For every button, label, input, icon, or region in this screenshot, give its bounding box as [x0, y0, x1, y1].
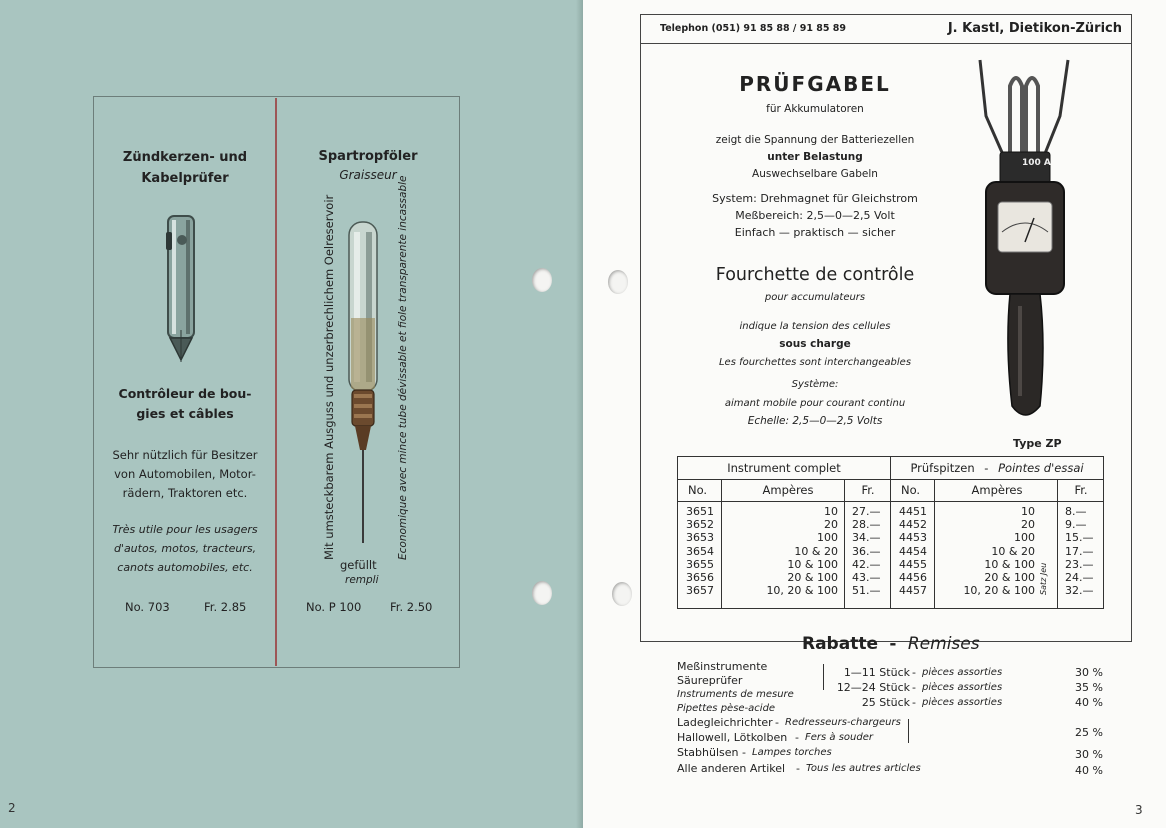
product2-number: No. P 100 [306, 600, 362, 614]
test-tip-price-table [890, 456, 1104, 609]
fr-line-4: Système: [791, 379, 839, 390]
rabatte-hallo-dash: - [795, 731, 799, 744]
fr-subtitle: pour accumulateurs [764, 292, 866, 303]
product2-price: Fr. 2.50 [390, 600, 433, 614]
table1-numbers: 3651 3652 3653 3654 3655 3656 3657 [686, 505, 714, 598]
oiler-illustration [340, 218, 386, 548]
page-number-right: 3 [1135, 803, 1143, 817]
product1-desc-line3: rädern, Traktoren etc. [122, 486, 248, 500]
product1-desc-line1: Sehr nützlich für Besitzer [112, 448, 258, 462]
rabatte-group1-fr1: Instruments de mesure [677, 689, 794, 700]
rabatte-title-de: Rabatte [802, 634, 878, 654]
product2-side-text-fr: Economique avec mince tube dévissable et fiole transparente incassable [397, 175, 409, 560]
rabatte-title-sep: - [889, 634, 897, 654]
product1-fr-title-line2: gies et câbles [136, 406, 234, 421]
table1-header-amperes: Ampères [762, 483, 814, 497]
table2-col-line-2 [1057, 479, 1058, 608]
table2-header-row [891, 479, 1103, 502]
table2-header-amperes: Ampères [971, 483, 1023, 497]
table1-header-row [678, 479, 890, 502]
product1-fr-title-line1: Contrôleur de bou- [118, 386, 252, 401]
product1-fr-desc-line1: Très utile pour les usagers [112, 523, 258, 536]
type-label: Type ZP [1013, 437, 1062, 450]
rabatte-brace-2 [908, 719, 909, 743]
rabatte-ladegl-dash: - [775, 716, 779, 729]
product1-title-line1: Zündkerzen- und [122, 150, 248, 165]
rabatte-hallo-pct: 25 % [1075, 726, 1103, 739]
product1-fr-desc-line2: d'autos, motos, tracteurs, [113, 542, 257, 555]
rabatte-andere-fr: Tous les autres articles [806, 763, 921, 774]
rabatte-brace [823, 664, 824, 690]
rabatte-group1-de2: Säureprüfer [677, 674, 743, 687]
spark-plug-tester-illustration [158, 210, 204, 370]
table2-title [891, 457, 1103, 480]
product1-desc-line2: von Automobilen, Motor- [114, 467, 256, 481]
table2-title-fr: Pointes d'essai [998, 461, 1084, 475]
fr-line-1: indique la tension des cellules [739, 321, 891, 332]
header-divider [641, 43, 1131, 44]
product2-side-text-de: Mit umsteckbarem Ausguss und unzerbrechlichem Oelreservoir [322, 194, 336, 560]
punch-hole-left-top [532, 268, 552, 292]
rabatte-tier2-fr: pièces assorties [922, 682, 1003, 693]
rabatte-hallo-de: Hallowell, Lötkolben [677, 731, 788, 744]
rabatte-tier3-fr: pièces assorties [922, 697, 1003, 708]
rabatte-stab-dash: - [742, 746, 746, 759]
product-subtitle: für Akkumulatoren [766, 103, 864, 115]
table2-col-line-1 [934, 479, 935, 608]
fr-line-3: Les fourchettes sont interchangeables [718, 357, 912, 368]
rabatte-tier3-dash: - [912, 696, 916, 709]
fr-line-6: Echelle: 2,5—0—2,5 Volts [747, 415, 883, 427]
de-line-5: Meßbereich: 2,5—0—2,5 Volt [735, 209, 895, 222]
rabatte-group1-fr2: Pipettes pèse-acide [677, 703, 776, 714]
table2-side-label: Satz Jeu [1039, 562, 1048, 595]
product1-fr-desc-line3: canots automobiles, etc. [117, 561, 253, 574]
product2-filled-de: gefüllt [340, 558, 377, 572]
rabatte-title-fr: Remises [907, 634, 980, 654]
rabatte-tier1-dash: - [912, 666, 916, 679]
table1-prices: 27.— 28.— 34.— 36.— 42.— 43.— 51.— [852, 505, 881, 598]
rabatte-ladegl-fr: Redresseurs-chargeurs [785, 717, 901, 728]
de-line-3: Auswechselbare Gabeln [752, 168, 878, 180]
rabatte-tier3-pct: 40 % [1075, 696, 1103, 709]
left-gutter [576, 0, 583, 828]
fr-line-2: sous charge [779, 338, 851, 350]
table1-title: Instrument complet [678, 457, 890, 480]
pruefgabel-device-illustration [960, 56, 1090, 436]
product1-title-line2: Kabelprüfer [141, 171, 229, 186]
rabatte-stab-de: Stabhülsen [677, 746, 739, 759]
de-line-6: Einfach — praktisch — sicher [734, 226, 896, 239]
page-number-left: 2 [8, 801, 16, 815]
punch-hole-left-bottom [532, 581, 552, 605]
product2-title: Spartropföler [318, 149, 418, 164]
table1-col-line-2 [844, 479, 845, 608]
table2-amperes: 10 20 100 10 & 20 10 & 100 20 & 100 10, 20 & 100 [963, 505, 1035, 598]
rabatte-stab-pct: 30 % [1075, 748, 1103, 761]
table1-header-fr: Fr. [861, 483, 875, 497]
rabatte-tier2-qty: 12—24 Stück [836, 681, 910, 694]
fr-title: Fourchette de contrôle [715, 265, 915, 285]
rabatte-andere-pct: 40 % [1075, 764, 1103, 777]
de-line-4: System: Drehmagnet für Gleichstrom [712, 192, 918, 205]
table2-prices: 8.— 9.— 15.— 17.— 23.— 24.— 32.— [1065, 505, 1094, 598]
rabatte-tier1-qty: 1—11 Stück [843, 666, 910, 679]
rabatte-tier2-pct: 35 % [1075, 681, 1103, 694]
rabatte-tier2-dash: - [912, 681, 916, 694]
telephone: Telephon (051) 91 85 88 / 91 85 89 [660, 23, 846, 34]
rabatte-ladegl-de: Ladegleichrichter [677, 716, 773, 729]
table2-title-sep: - [984, 461, 989, 475]
rabatte-tier1-pct: 30 % [1075, 666, 1103, 679]
rabatte-andere-de: Alle anderen Artikel [677, 762, 786, 775]
product2-filled-fr: rempli [345, 574, 379, 586]
punch-hole-right-bottom [612, 582, 632, 606]
rabatte-title [802, 634, 980, 654]
product1-number: No. 703 [125, 600, 170, 614]
rabatte-hallo-fr: Fers à souder [805, 732, 873, 743]
table1-col-line-1 [721, 479, 722, 608]
table2-title-de: Prüfspitzen [910, 461, 975, 475]
product2-fr-title: Graisseur [339, 168, 397, 182]
company-name: J. Kastl, Dietikon-Zürich [947, 21, 1122, 36]
table1-header-no: No. [688, 483, 708, 497]
table2-numbers: 4451 4452 4453 4454 4455 4456 4457 [899, 505, 927, 598]
rabatte-stab-fr: Lampes torches [752, 747, 832, 758]
table1-amperes: 10 20 100 10 & 20 10 & 100 20 & 100 10, 20 & 100 [766, 505, 838, 598]
de-line-1: zeigt die Spannung der Batteriezellen [715, 134, 915, 146]
fr-line-5: aimant mobile pour courant continu [724, 398, 906, 409]
table2-header-no: No. [901, 483, 921, 497]
rabatte-tier3-qty: 25 Stück [861, 696, 910, 709]
rabatte-tier1-fr: pièces assorties [922, 667, 1003, 678]
punch-hole-right-top [608, 270, 628, 294]
device-label: 100 A [1022, 158, 1051, 168]
rabatte-group1-de1: Meßinstrumente [677, 660, 768, 673]
product1-price: Fr. 2.85 [204, 600, 247, 614]
product-title: PRÜFGABEL [739, 72, 891, 96]
instrument-price-table [677, 456, 891, 609]
rabatte-andere-dash: - [796, 762, 800, 775]
de-line-2: unter Belastung [767, 151, 863, 163]
left-column-divider [275, 98, 277, 666]
table2-header-fr: Fr. [1074, 483, 1088, 497]
